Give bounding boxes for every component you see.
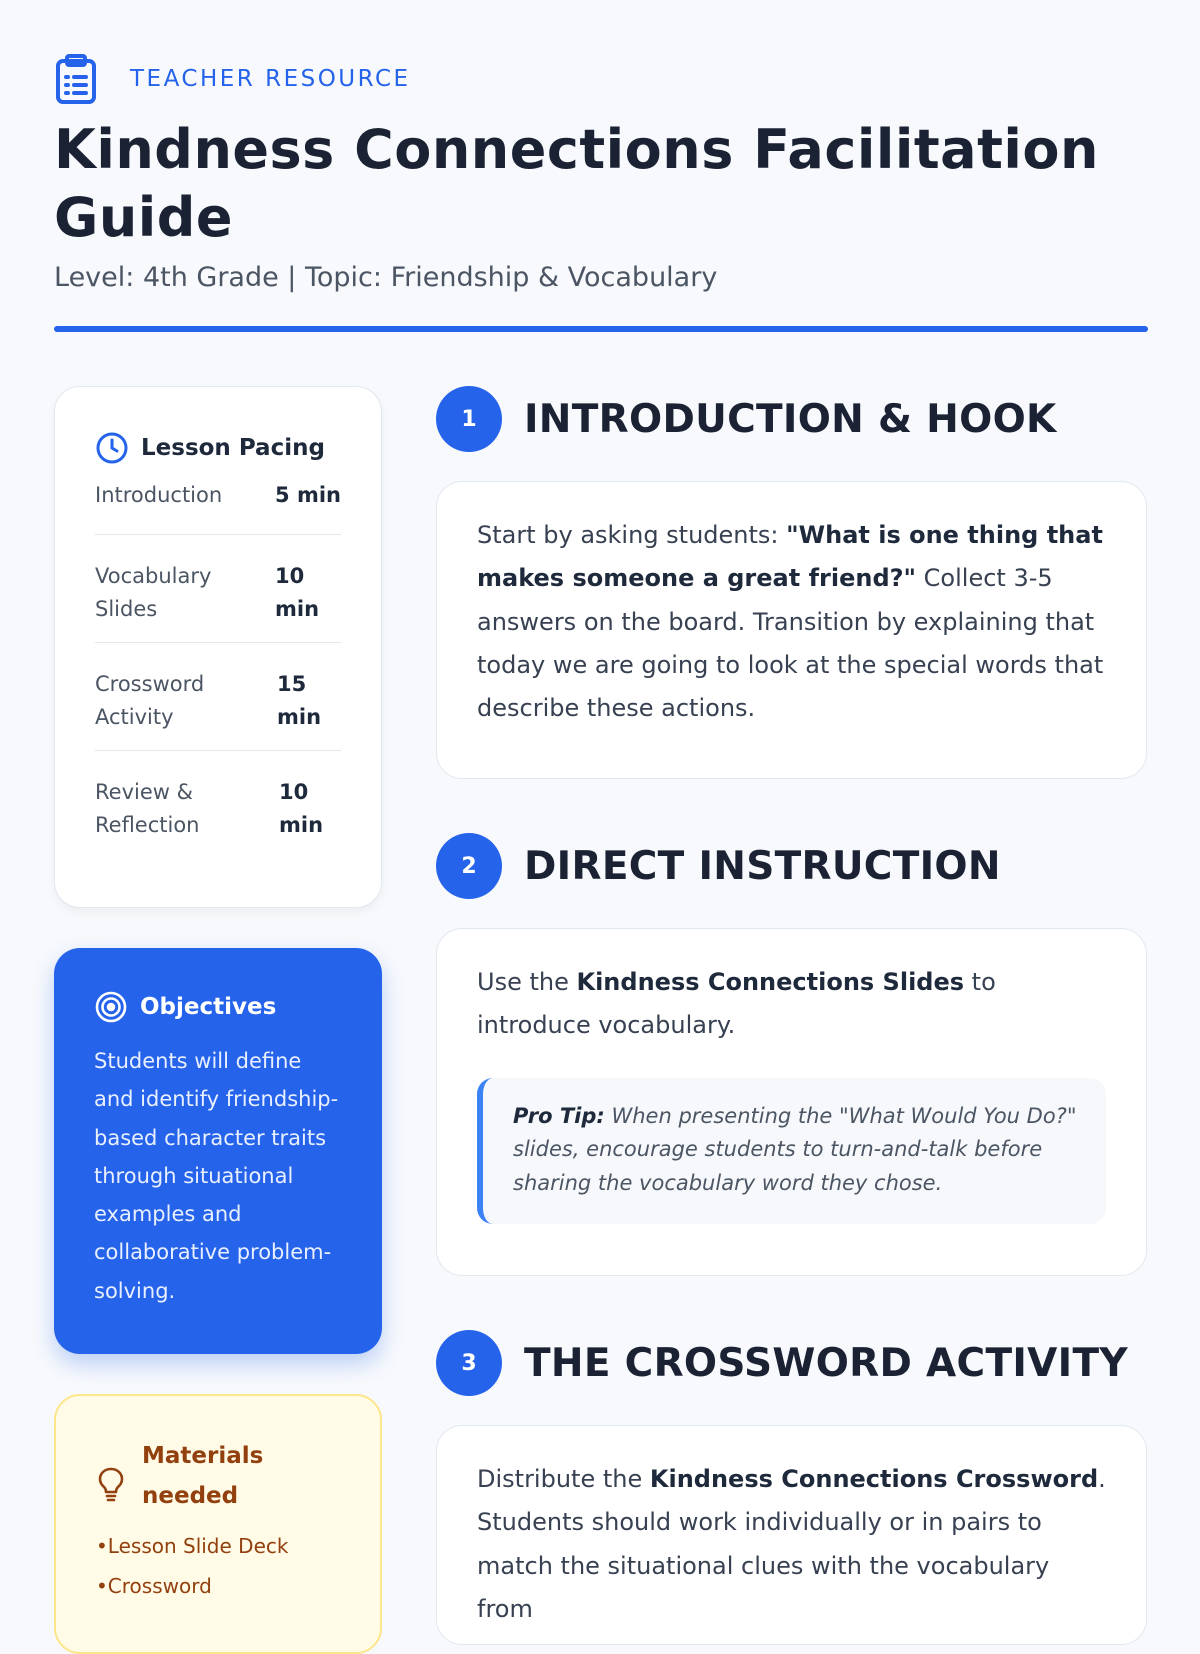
objectives-header bbox=[94, 990, 344, 1024]
materials-list bbox=[96, 1526, 350, 1606]
section-card-2 bbox=[436, 928, 1147, 1276]
list-item: • Crossword bbox=[96, 1566, 350, 1606]
section-body bbox=[477, 1458, 1106, 1631]
body-emphasis: Kindness Connections Crossword bbox=[649, 1465, 1099, 1493]
pacing-duration: 5 min bbox=[275, 483, 341, 507]
clock-icon bbox=[95, 431, 129, 465]
section-heading-1 bbox=[436, 386, 1057, 452]
eyebrow bbox=[54, 52, 1148, 106]
clipboard-list-icon bbox=[54, 53, 98, 105]
header-divider bbox=[54, 326, 1148, 332]
pacing-duration: 10 min bbox=[275, 564, 320, 621]
objectives-card bbox=[54, 948, 382, 1354]
eyebrow-label: TEACHER RESOURCE bbox=[130, 66, 411, 92]
pacing-row bbox=[95, 535, 341, 643]
page-subtitle: Level: 4th Grade | Topic: Friendship & Vocabulary bbox=[54, 262, 718, 293]
pacing-row bbox=[95, 479, 341, 535]
step-number-badge: 2 bbox=[436, 833, 502, 899]
section-card-1 bbox=[436, 481, 1147, 779]
pacing-label: Review & Reflection bbox=[95, 780, 200, 837]
body-text: to introduce vocabulary. bbox=[477, 968, 996, 1040]
pacing-list bbox=[95, 479, 341, 859]
pacing-row bbox=[95, 643, 341, 751]
pro-tip-callout bbox=[477, 1078, 1106, 1225]
lesson-pacing-title: Lesson Pacing bbox=[141, 435, 325, 461]
pacing-label: Crossword Activity bbox=[95, 672, 205, 729]
body-text: Distribute the bbox=[477, 1465, 650, 1493]
objectives-text: Students will define and identify friendship-based character traits through situational examples and collaborative problem-solving. bbox=[94, 1049, 339, 1303]
body-emphasis: Kindness Connections Slides bbox=[576, 968, 965, 996]
section-heading-2 bbox=[436, 833, 1001, 899]
body-text: Start by asking students: bbox=[477, 521, 787, 549]
pacing-duration: 15 min bbox=[277, 672, 322, 729]
section-heading-3 bbox=[436, 1330, 1128, 1396]
section-body bbox=[477, 961, 1106, 1048]
materials-header bbox=[96, 1436, 350, 1516]
pacing-duration: 10 min bbox=[279, 780, 324, 837]
lightbulb-icon bbox=[96, 1466, 126, 1502]
step-number-badge: 1 bbox=[436, 386, 502, 452]
step-number-badge: 3 bbox=[436, 1330, 502, 1396]
materials-card bbox=[54, 1394, 382, 1654]
pacing-label: Vocabulary Slides bbox=[95, 564, 212, 621]
pacing-label: Introduction bbox=[95, 483, 223, 507]
target-icon bbox=[94, 990, 128, 1024]
lesson-pacing-header bbox=[95, 431, 341, 465]
section-title: INTRODUCTION & HOOK bbox=[524, 396, 1057, 442]
section-title: THE CROSSWORD ACTIVITY bbox=[524, 1340, 1128, 1386]
list-item: • Lesson Slide Deck bbox=[96, 1526, 350, 1566]
page-title: Kindness Connections Facilitation Guide bbox=[54, 118, 1099, 249]
pacing-row bbox=[95, 751, 341, 859]
section-body bbox=[477, 514, 1106, 730]
body-emphasis: "What is one thing that makes someone a great friend?" bbox=[477, 521, 1103, 593]
section-title: DIRECT INSTRUCTION bbox=[524, 843, 1001, 889]
page-header bbox=[54, 52, 1148, 293]
body-text: . Students should work individually or in pairs to match the situational clues with the vocabulary from bbox=[477, 1465, 1106, 1623]
pro-tip-text: When presenting the "What Would You Do?" slides, encourage students to turn-and-talk before sharing the vocabulary word they chose. bbox=[513, 1103, 1077, 1195]
materials-title: Materials needed bbox=[142, 1443, 264, 1509]
body-text: Collect 3-5 answers on the board. Transition by explaining that today we are going to look at the special words that describe these actions. bbox=[477, 564, 1104, 723]
lesson-pacing-card bbox=[54, 386, 382, 908]
pro-tip-label: Pro Tip: bbox=[513, 1103, 605, 1128]
body-text: Use the bbox=[477, 968, 577, 996]
section-card-3 bbox=[436, 1425, 1147, 1645]
objectives-title: Objectives bbox=[140, 994, 277, 1020]
